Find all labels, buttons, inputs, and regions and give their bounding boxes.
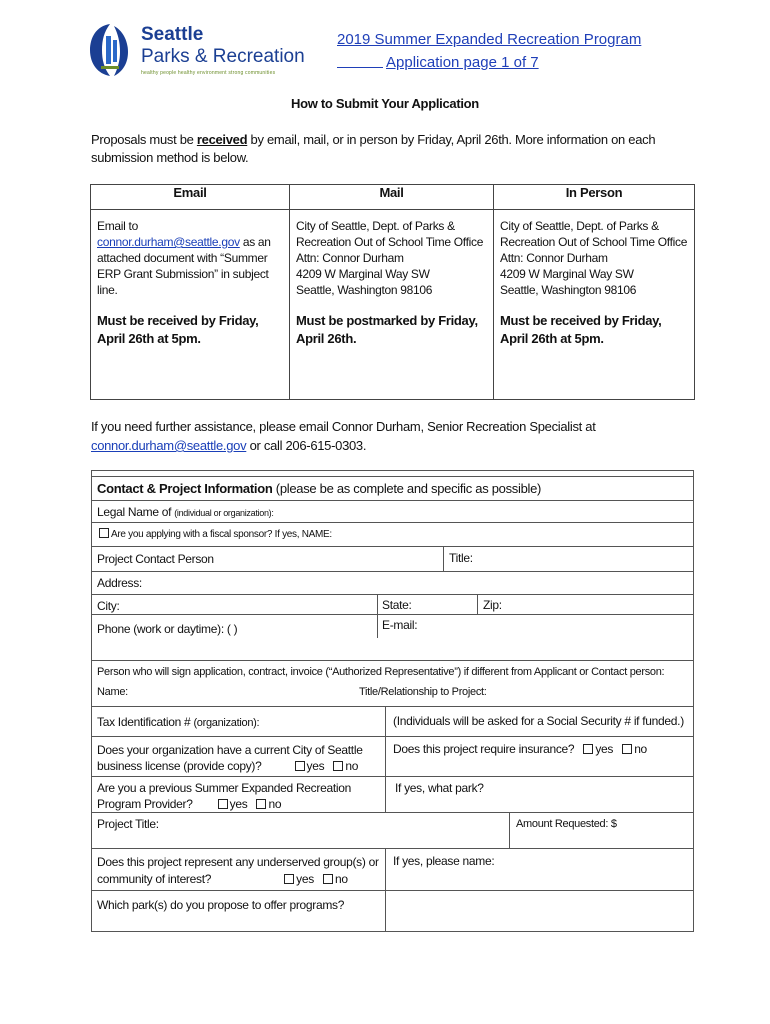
rep-name-label: Name:	[97, 686, 128, 698]
divider	[385, 706, 386, 812]
form-heading-rest: (please be as complete and specific as possible)	[272, 481, 542, 496]
prev-provider-q2: Program Provider?	[97, 797, 193, 811]
rule	[91, 546, 694, 547]
prev-provider-q1: Are you a previous Summer Expanded Recreation	[97, 781, 351, 795]
title-underline	[337, 67, 383, 68]
underserved-no: no	[335, 872, 348, 886]
rule	[91, 812, 694, 813]
previous-provider-question	[97, 780, 351, 812]
section-heading: How to Submit Your Application	[291, 96, 479, 111]
email-rest: as an attached document with “Summer ERP Grant Submission” in subject line.	[97, 235, 271, 297]
fiscal-sponsor-checkbox[interactable]	[99, 528, 109, 538]
form-border-left	[91, 470, 92, 932]
form-heading-bold: Contact & Project Information	[97, 481, 273, 496]
document-title: 2019 Summer Expanded Recreation Program	[337, 31, 642, 48]
rule	[91, 706, 694, 707]
insurance-no: no	[634, 742, 647, 756]
business-license-no: no	[345, 759, 359, 773]
underserved-name-label: If yes, please name:	[393, 854, 495, 868]
contact-title-label: Title:	[449, 551, 473, 565]
underserved-q1: Does this project represent any underserved group(s) or	[97, 855, 379, 869]
email-label: E-mail:	[382, 618, 418, 632]
logo-tagline: healthy people healthy environment strong communities	[141, 70, 276, 76]
tax-id-label	[97, 715, 259, 729]
mail-instructions	[290, 210, 494, 400]
intro-emphasis: received	[196, 132, 248, 147]
insurance-no-checkbox[interactable]	[622, 744, 632, 754]
divider	[509, 812, 510, 848]
amount-requested-label: Amount Requested: $	[516, 818, 617, 830]
assistance-text: If you need further assistance, please email Connor Durham, Senior Recreation Specialist at	[91, 419, 596, 434]
prev-provider-no: no	[268, 797, 282, 811]
fiscal-sponsor-field[interactable]	[97, 528, 332, 540]
legal-name-label: Legal Name of	[97, 505, 175, 519]
tax-id-text: Tax Identification #	[97, 715, 194, 729]
column-header-mail: Mail	[290, 185, 494, 210]
insurance-yes-checkbox[interactable]	[583, 744, 593, 754]
intro-paragraph	[91, 131, 691, 167]
insurance-question	[393, 742, 647, 756]
legal-name-note: (individual or organization):	[174, 508, 274, 518]
form-heading	[97, 481, 541, 496]
rule	[91, 776, 694, 777]
form-border-bottom	[91, 931, 694, 932]
ssn-note: (Individuals will be asked for a Social Security # if funded.)	[393, 714, 684, 728]
in-person-deadline: Must be received by Friday, April 26th at 5pm.	[500, 313, 662, 346]
rep-title-label: Title/Relationship to Project:	[359, 686, 487, 698]
email-deadline: Must be received by Friday, April 26th at 5pm.	[97, 313, 259, 346]
park-question: If yes, what park?	[395, 781, 484, 795]
rule	[91, 476, 694, 477]
mail-address: City of Seattle, Dept. of Parks & Recreation Out of School Time Office Attn: Connor Durham 4209 W Marginal Way SW Seattle, Washington 98106	[296, 219, 484, 297]
assistance-paragraph	[91, 417, 691, 455]
form-border-top	[91, 470, 694, 471]
divider	[477, 594, 478, 614]
project-title-label: Project Title:	[97, 817, 159, 831]
email-instructions	[91, 210, 290, 400]
form-border-right	[693, 470, 694, 932]
mail-deadline: Must be postmarked by Friday, April 26th.	[296, 313, 478, 346]
column-header-email: Email	[91, 185, 290, 210]
prev-provider-yes: yes	[229, 797, 248, 811]
rule	[91, 660, 694, 661]
phone-label: Phone (work or daytime): ( )	[97, 622, 238, 636]
page-indicator: Application page 1 of 7	[386, 54, 539, 71]
rule	[91, 848, 694, 849]
submission-methods-table	[90, 184, 695, 400]
prev-provider-no-checkbox[interactable]	[256, 799, 266, 809]
business-license-yes: yes	[306, 759, 325, 773]
rule	[91, 614, 694, 615]
divider	[377, 594, 378, 638]
insurance-q: Does this project require insurance?	[393, 742, 575, 756]
legal-name-field[interactable]	[97, 505, 274, 519]
seattle-logo-icon	[88, 22, 132, 78]
underserved-no-checkbox[interactable]	[323, 874, 333, 884]
underserved-q2: community of interest?	[97, 872, 212, 886]
rule	[91, 594, 694, 595]
underserved-yes: yes	[296, 872, 314, 886]
divider	[443, 546, 444, 571]
parks-question: Which park(s) do you propose to offer programs?	[97, 898, 345, 912]
state-label: State:	[382, 598, 412, 612]
business-license-question	[97, 742, 363, 774]
business-license-q1: Does your organization have a current City of Seattle	[97, 743, 363, 757]
city-label: City:	[97, 599, 120, 613]
in-person-instructions	[494, 210, 695, 400]
contact-project-form	[91, 470, 694, 932]
authorized-rep-label: Person who will sign application, contract, invoice (“Authorized Representative”) if different from Applicant or Contact person:	[97, 666, 665, 678]
logo-subtitle: Parks & Recreation	[141, 46, 305, 67]
email-line1: Email to	[97, 219, 138, 233]
intro-after: by email, mail, or in person by Friday, April 26th. More information on each submission method is below.	[91, 132, 656, 165]
zip-label: Zip:	[483, 598, 502, 612]
rule	[91, 571, 694, 572]
divider	[385, 848, 386, 932]
underserved-yes-checkbox[interactable]	[284, 874, 294, 884]
underserved-question	[97, 854, 379, 888]
business-license-q2: business license (provide copy)?	[97, 759, 262, 773]
logo-title: Seattle	[141, 24, 204, 45]
insurance-yes: yes	[595, 742, 614, 756]
rule	[91, 890, 694, 891]
business-license-yes-checkbox[interactable]	[295, 761, 305, 771]
column-header-in-person: In Person	[494, 185, 695, 210]
business-license-no-checkbox[interactable]	[333, 761, 343, 771]
prev-provider-yes-checkbox[interactable]	[218, 799, 228, 809]
in-person-address: City of Seattle, Dept. of Parks & Recreation Out of School Time Office Attn: Connor Durham 4209 W Marginal Way SW Seattle, Washington 98106	[500, 219, 688, 297]
tax-id-note: (organization):	[193, 717, 260, 729]
rule	[91, 500, 694, 501]
email-link[interactable]: connor.durham@seattle.gov	[97, 235, 240, 249]
address-label: Address:	[97, 576, 142, 590]
intro-before: Proposals must be	[91, 132, 197, 147]
assistance-email-link[interactable]: connor.durham@seattle.gov	[91, 438, 247, 453]
assistance-after: or call 206-615-0303.	[246, 438, 367, 453]
rule	[91, 736, 694, 737]
fiscal-sponsor-label: Are you applying with a fiscal sponsor? If yes, NAME:	[111, 529, 332, 540]
rule	[91, 522, 694, 523]
contact-person-label: Project Contact Person	[97, 552, 214, 566]
